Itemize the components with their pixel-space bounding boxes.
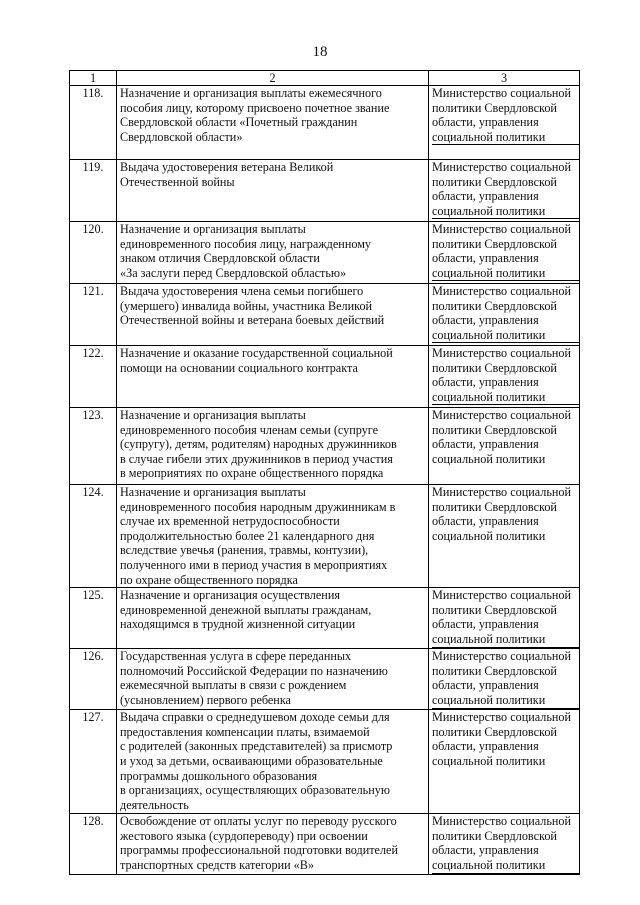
table-row [70, 86, 580, 160]
department-name: Министерство социальной политики Свердловской области, управления социальной политики [432, 408, 572, 466]
department-cell [429, 160, 580, 222]
service-name: Назначение и организация осуществления единовременной денежной выплаты гражданам, находящимся в трудной жизненной ситуации [117, 588, 429, 649]
page-number: 18 [312, 44, 328, 60]
row-number: 124. [70, 485, 117, 588]
table-row [70, 649, 580, 710]
table-header-row [70, 71, 580, 86]
department-cell [429, 710, 580, 814]
department-name: Министерство социальной политики Свердловской области, управления социальной политики [432, 160, 579, 219]
row-number: 128. [70, 814, 117, 874]
service-name: Назначение и организация выплаты единовременного пособия народным дружинникам в случае их временной нетрудоспособности продолжительностью более 21 календарного дня вследствие увечья (ранения, травмы, контузии), полученного ими в период участия в мероприятиях по охране общественного порядка [117, 485, 429, 588]
service-name: Выдача удостоверения члена семьи погибшего (умершего) инвалида войны, участника Великой Отечественной войны и ветерана боевых действий [117, 284, 429, 346]
table-row [70, 588, 580, 649]
department-cell [429, 408, 580, 485]
service-name: Выдача справки о среднедушевом доходе семьи для предоставления компенсации платы, взимаемой с родителей (законных представителей) за присмотр и уход за детьми, осваивающими образовательные программы дошкольного образования в организациях, осуществляющих образовательную деятельность [117, 710, 429, 814]
department-name: Министерство социальной политики Свердловской области, управления социальной политики [432, 588, 579, 647]
department-cell [429, 284, 580, 346]
department-name: Министерство социальной политики Свердловской области, управления социальной политики [432, 814, 579, 873]
service-name: Назначение и организация выплаты единовременного пособия лицу, награжденному знаком отличия Свердловской области «За заслуги перед Свердловской областью» [117, 222, 429, 284]
row-number: 121. [70, 284, 117, 346]
department-name: Министерство социальной политики Свердловской области, управления социальной политики [432, 485, 572, 543]
table-row [70, 346, 580, 408]
department-cell [429, 222, 580, 284]
row-number: 119. [70, 160, 117, 222]
row-number: 118. [70, 86, 117, 160]
row-number: 120. [70, 222, 117, 284]
service-name: Выдача удостоверения ветерана Великой Отечественной войны [117, 160, 429, 222]
department-name: Министерство социальной политики Свердловской области, управления социальной политики [432, 284, 579, 343]
department-name: Министерство социальной политики Свердловской области, управления социальной политики [432, 649, 579, 708]
services-table [69, 70, 580, 875]
department-name: Министерство социальной политики Свердловской области, управления социальной политики [432, 346, 579, 405]
column-header-service: 2 [117, 71, 429, 86]
row-number: 122. [70, 346, 117, 408]
row-number: 127. [70, 710, 117, 814]
table-row [70, 814, 580, 874]
table-row [70, 160, 580, 222]
department-cell [429, 86, 580, 160]
department-cell [429, 814, 580, 874]
department-cell [429, 346, 580, 408]
service-name: Освобождение от оплаты услуг по переводу русского жестового языка (сурдопереводу) при освоении программы профессиональной подготовки водителей транспортных средств категории «В» [117, 814, 429, 874]
row-number: 126. [70, 649, 117, 710]
department-name: Министерство социальной политики Свердловской области, управления социальной политики [432, 86, 579, 145]
department-cell [429, 588, 580, 649]
service-name: Назначение и организация выплаты единовременного пособия членам семьи (супруге (супругу), детям, родителям) народных дружинников в случае гибели этих дружинников в период участия в мероприятиях по охране общественного порядка [117, 408, 429, 485]
department-cell [429, 485, 580, 588]
table-row [70, 485, 580, 588]
column-header-department: 3 [429, 71, 580, 86]
service-name: Назначение и организация выплаты ежемесячного пособия лицу, которому присвоено почетное звание Свердловской области «Почетный гражданин Свердловской области» [117, 86, 429, 160]
table-row [70, 284, 580, 346]
column-header-number: 1 [70, 71, 117, 86]
table-row [70, 222, 580, 284]
service-name: Государственная услуга в сфере переданных полномочий Российской Федерации по назначению ежемесячной выплаты в связи с рождением (усыновлением) первого ребенка [117, 649, 429, 710]
department-name: Министерство социальной политики Свердловской области, управления социальной политики [432, 222, 579, 281]
row-number: 123. [70, 408, 117, 485]
table-row [70, 710, 580, 814]
table-row [70, 408, 580, 485]
service-name: Назначение и оказание государственной социальной помощи на основании социального контракта [117, 346, 429, 408]
department-cell [429, 649, 580, 710]
row-number: 125. [70, 588, 117, 649]
department-name: Министерство социальной политики Свердловской области, управления социальной политики [432, 710, 572, 768]
